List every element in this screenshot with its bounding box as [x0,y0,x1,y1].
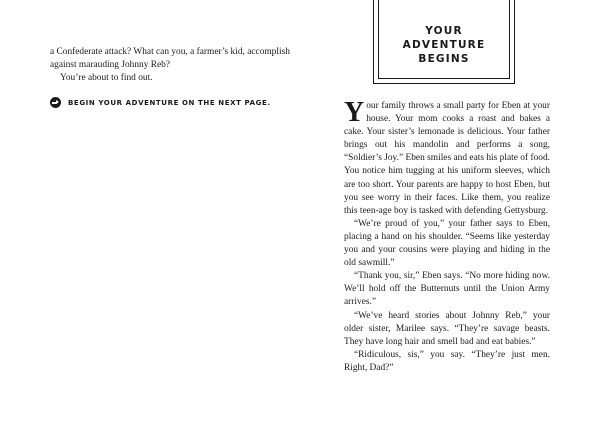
body-paragraph: “We’ve heard stories about Johnny Reb,” your older sister, Marilee says. “They’re savage beasts. They have long hair and smell bad and eat babies.” [344,310,550,347]
chapter-title-box [373,0,515,84]
arrow-right-circle-icon [50,97,61,108]
right-page-text [344,97,550,375]
body-paragraph: “We’re proud of you,” your father says to Eben, placing a hand on his shoulder. “Seems like yesterday you and your cousins were playing and hiding in the old sawmill.” [344,218,550,269]
continue-text: BEGIN YOUR ADVENTURE ON THE NEXT PAGE. [68,98,271,107]
left-paragraph: You’re about to find out. [60,73,153,84]
left-paragraph: a Confederate attack? What can you, a farmer’s kid, accomplish against marauding Johnny Reb? [50,47,290,71]
chapter-title: YOUR ADVENTURE BEGINS [402,25,486,65]
body-paragraph: “Thank you, sir,” Eben says. “No more hiding now. We’ll hold off the Butternuts until the Union Army arrives.” [344,271,550,308]
chapter-title-frame [378,0,510,79]
continue-instruction [50,97,271,108]
first-paragraph [344,97,550,218]
drop-cap: Y [344,97,365,128]
first-paragraph-text: our family throws a small party for Eben at your house. Your mom cooks a roast and bakes a cake. Your sister’s lemonade is delicious. Your father brings out his mandolin and performs a song, “Soldier’s Joy.” Eben smiles and eats his plate of food. You notice him tugging at his uniform sleeves, which are too short. Your parents are happy to host Eben, but you see worry in their faces. Like them, you realize this teen-age boy is tasked with defending Gettysburg. [344,101,550,216]
body-paragraph: “Ridiculous, sis,” you say. “They’re just men. Right, Dad?” [344,349,550,373]
left-page-text [50,46,290,86]
